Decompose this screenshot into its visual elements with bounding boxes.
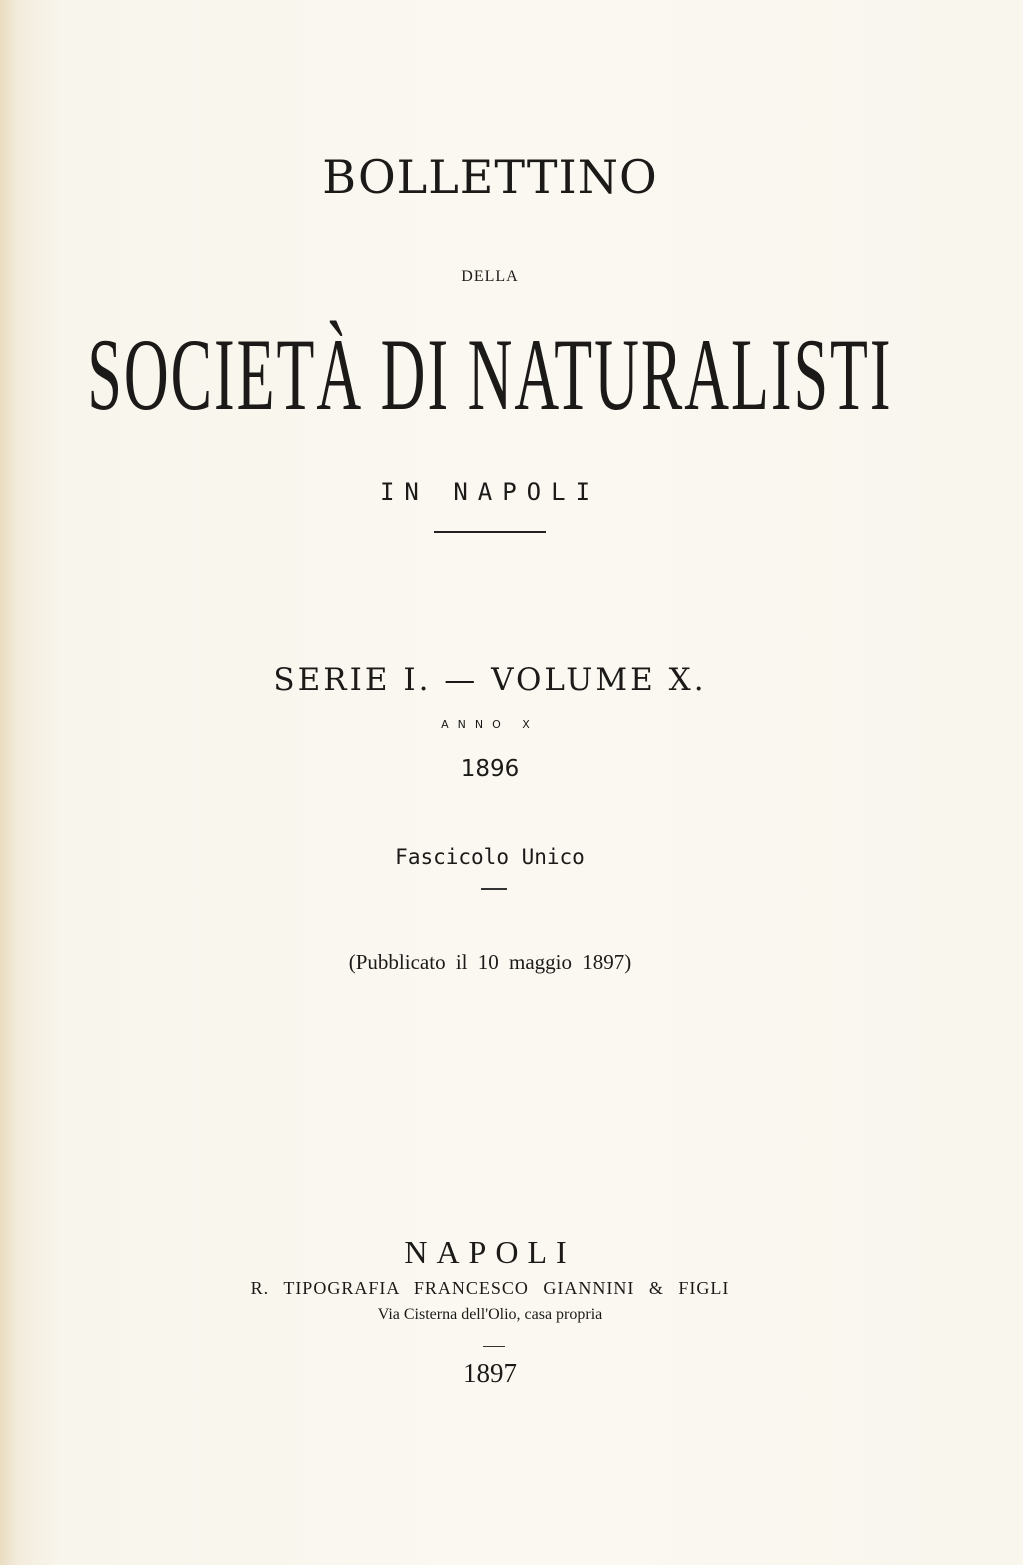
imprint-address: Via Cisterna dell'Olio, casa propria (377, 1306, 603, 1323)
imprint-printer: R. TIPOGRAFIA FRANCESCO GIANNINI & FIGLI (250, 1278, 730, 1298)
divider-dash (481, 888, 507, 890)
volume-year: 1896 (460, 756, 520, 782)
title-connector: DELLA (461, 268, 519, 285)
series-volume: SERIE I. — VOLUME X. (273, 662, 707, 698)
imprint-year: 1897 (463, 1358, 517, 1388)
journal-title: BOLLETTINO (322, 150, 658, 204)
anno-line: ANNO X (441, 718, 539, 731)
society-name: SOCIETÀ DI NATURALISTI (87, 319, 893, 432)
publication-date: (Pubblicato il 10 maggio 1897) (348, 950, 632, 974)
ornament-rule (0, 526, 980, 538)
imprint-place: NAPOLI (404, 1234, 576, 1270)
fascicolo-line: Fascicolo Unico (395, 845, 585, 869)
divider-dash (483, 1346, 505, 1347)
city-line: IN NAPOLI (379, 478, 601, 506)
